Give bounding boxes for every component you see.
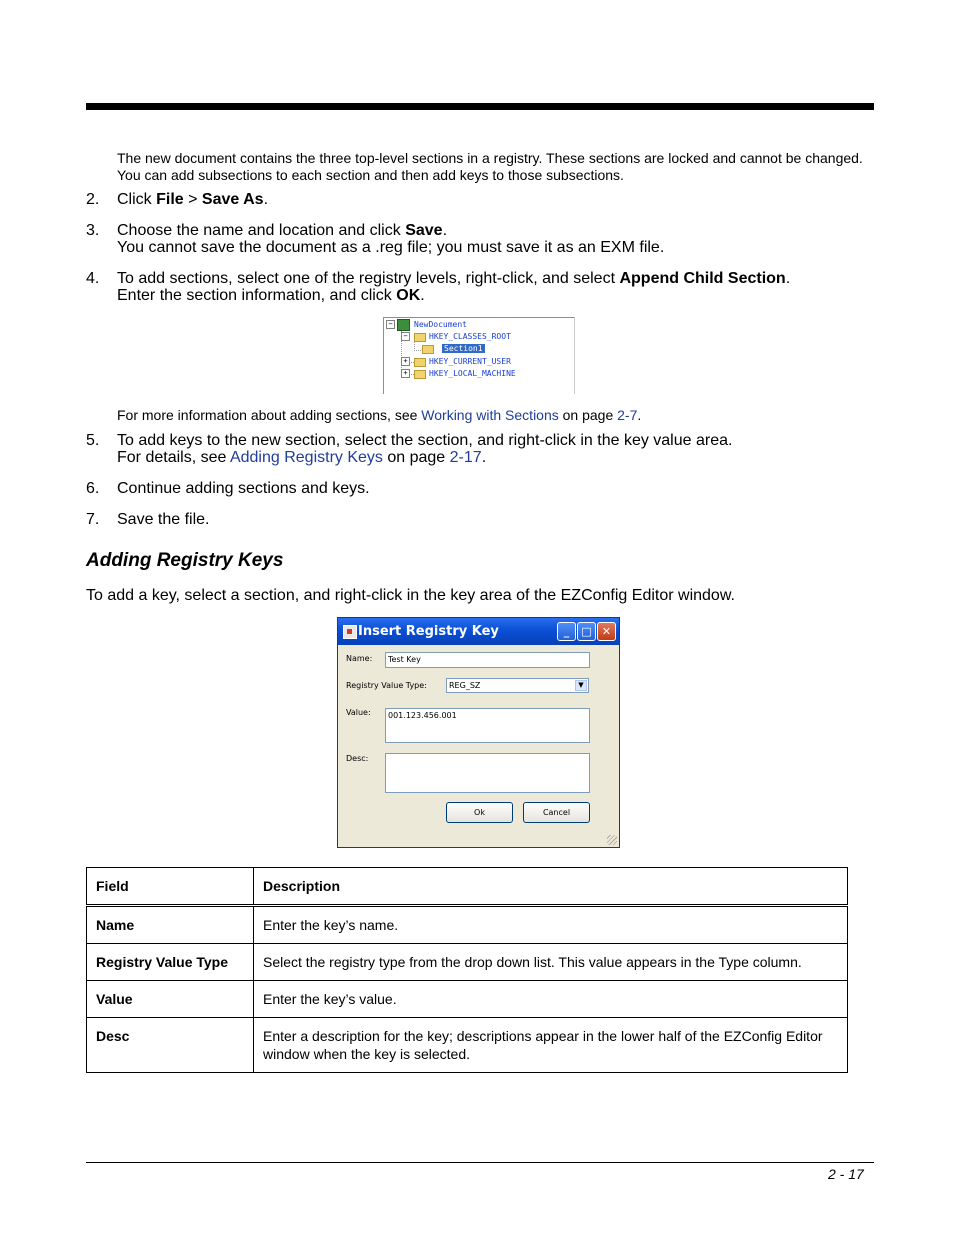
dialog-titlebar[interactable]	[338, 618, 619, 645]
collapse-icon[interactable]: −	[401, 332, 410, 341]
dialog-title: Insert Registry Key	[358, 624, 499, 639]
footer-rule	[86, 1162, 874, 1163]
value-input[interactable]: 001.123.456.001	[385, 708, 590, 743]
menu-save-as: Save As	[201, 191, 264, 208]
app-icon	[343, 625, 357, 639]
table-cell-description: Enter the key’s value.	[254, 981, 848, 1018]
table-cell-description: Enter the key’s name.	[254, 906, 848, 944]
intro-paragraph: The new document contains the three top-level sections in a registry. These sections are locked and cannot be changed. You can add subsections to each section and then add keys to those subsections.	[117, 150, 863, 183]
document-icon	[397, 319, 410, 331]
header-rule	[86, 103, 874, 110]
link-adding-registry-keys[interactable]: Adding Registry Keys	[229, 449, 383, 466]
table-cell-field: Value	[87, 981, 254, 1018]
table-row	[87, 944, 848, 981]
menu-file: File	[156, 191, 184, 208]
desc-label: Desc:	[346, 754, 369, 763]
table-row	[87, 981, 848, 1018]
table-cell-field: Registry Value Type	[87, 944, 254, 981]
desc-input[interactable]	[385, 753, 590, 793]
page-number: 2 - 17	[828, 1166, 864, 1182]
tree-item-current-user[interactable]: HKEY_CURRENT_USER	[429, 357, 511, 366]
table-header-row	[87, 868, 848, 906]
note-paragraph: For more information about adding sections, see Working with Sections on page 2-7.	[117, 407, 642, 423]
table-cell-field: Desc	[87, 1018, 254, 1073]
link-page-2-17[interactable]: 2-17	[449, 449, 482, 466]
expand-icon[interactable]: +	[401, 357, 410, 366]
table-header-cell: Field	[87, 868, 254, 906]
resize-grip-icon[interactable]	[607, 835, 617, 845]
name-input[interactable]: Test Key	[385, 652, 590, 668]
ok-button[interactable]: Ok	[446, 802, 513, 823]
name-label: Name:	[346, 654, 373, 663]
folder-icon	[422, 345, 434, 354]
chevron-down-icon[interactable]: ▼	[575, 680, 587, 691]
folder-icon	[414, 370, 426, 379]
value-label: Value:	[346, 708, 371, 717]
table-row	[87, 1018, 848, 1073]
cancel-button[interactable]: Cancel	[523, 802, 590, 823]
registry-tree-figure	[383, 317, 575, 394]
close-button[interactable]: ✕	[597, 622, 616, 641]
table-row	[87, 906, 848, 944]
section-paragraph: To add a key, select a section, and right-click in the key area of the EZConfig Editor window.	[86, 587, 735, 604]
folder-icon	[414, 333, 426, 342]
table-cell-field: Name	[87, 906, 254, 944]
table-header-cell: Description	[254, 868, 848, 906]
section-heading: Adding Registry Keys	[86, 550, 284, 571]
folder-icon	[414, 358, 426, 367]
collapse-icon[interactable]: −	[386, 320, 395, 329]
registry-value-type-select[interactable]: REG_SZ ▼	[446, 678, 589, 693]
tree-item-section1[interactable]: Section1	[444, 344, 483, 353]
minimize-button[interactable]: _	[557, 622, 576, 641]
link-working-with-sections[interactable]: Working with Sections	[421, 407, 559, 423]
insert-registry-key-dialog	[337, 617, 620, 848]
registry-value-type-label: Registry Value Type:	[346, 681, 427, 690]
tree-root[interactable]: NewDocument	[414, 320, 467, 329]
maximize-button[interactable]: □	[577, 622, 596, 641]
tree-item-local-machine[interactable]: HKEY_LOCAL_MACHINE	[429, 369, 516, 378]
link-page-2-7[interactable]: 2-7	[617, 407, 638, 423]
table-cell-description: Enter a description for the key; descriptions appear in the lower half of the EZConfig Editor window when the key is selected.	[254, 1018, 848, 1073]
fields-table	[86, 867, 848, 1073]
expand-icon[interactable]: +	[401, 369, 410, 378]
tree-item-classes-root[interactable]: HKEY_CLASSES_ROOT	[429, 332, 511, 341]
table-cell-description: Select the registry type from the drop down list. This value appears in the Type column.	[254, 944, 848, 981]
